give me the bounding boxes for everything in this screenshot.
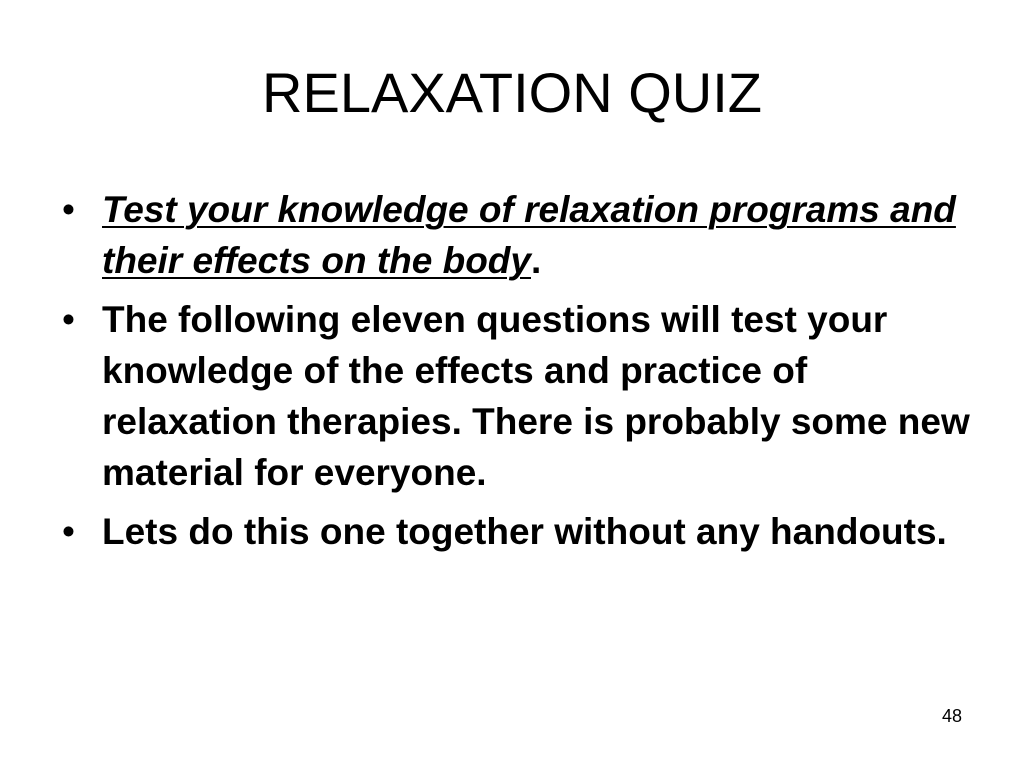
bullet-2-text: The following eleven questions will test your knowledge of the effects and practice of relaxation therapies. There is probably some new material for everyone. <box>102 299 970 493</box>
bullet-item-3 <box>58 506 978 557</box>
bullet-1-suffix: . <box>531 240 542 281</box>
bullet-1-emphasis: Test your knowledge of relaxation programs and their effects on the body <box>102 189 956 281</box>
bullet-marker: • <box>62 299 75 340</box>
bullet-marker: • <box>62 189 75 230</box>
slide-number: 48 <box>941 706 962 726</box>
bullet-3-text: Lets do this one together without any handouts. <box>102 511 947 552</box>
bullet-item-1 <box>58 184 978 286</box>
bullet-list <box>58 184 978 565</box>
slide-title: RELAXATION QUIZ <box>262 61 762 124</box>
bullet-item-2 <box>58 294 978 498</box>
bullet-marker: • <box>62 511 75 552</box>
